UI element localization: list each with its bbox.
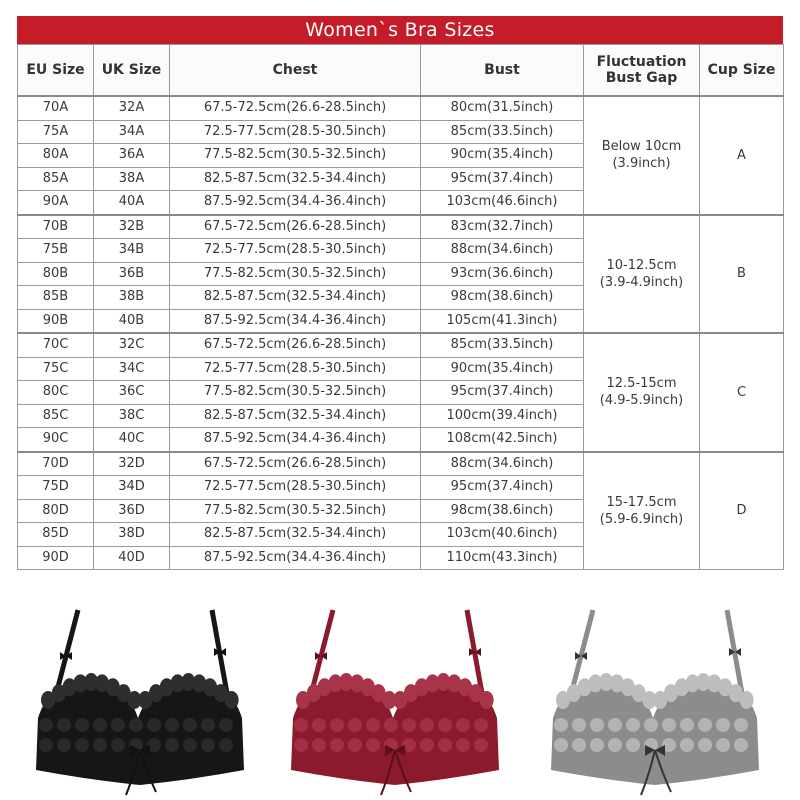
- lace-flower: [39, 718, 53, 732]
- cell-uk-size: 38A: [94, 167, 170, 191]
- lace-flower: [626, 738, 640, 752]
- cell-fluctuation-bust-gap: Below 10cm (3.9inch): [584, 96, 700, 215]
- cell-cup-size: C: [700, 333, 784, 452]
- cell-bust: 85cm(33.5inch): [421, 333, 584, 357]
- cell-chest: 67.5-72.5cm(26.6-28.5inch): [170, 452, 421, 476]
- lace-flower: [57, 718, 71, 732]
- table-body: [18, 96, 784, 570]
- cell-bust: 95cm(37.4inch): [421, 381, 584, 405]
- lace-flower: [93, 738, 107, 752]
- cell-eu-size: 85D: [18, 523, 94, 547]
- lace-flower: [366, 738, 380, 752]
- lace-flower: [348, 718, 362, 732]
- cell-eu-size: 80C: [18, 381, 94, 405]
- cell-eu-size: 70C: [18, 333, 94, 357]
- lace-flower: [330, 738, 344, 752]
- chart-title: Women`s Bra Sizes: [17, 16, 783, 44]
- cell-uk-size: 34A: [94, 120, 170, 144]
- lace-flower: [294, 738, 308, 752]
- cell-chest: 77.5-82.5cm(30.5-32.5inch): [170, 144, 421, 168]
- table-row: [18, 333, 784, 357]
- cell-uk-size: 34D: [94, 476, 170, 500]
- header-uk-size: UK Size: [94, 45, 170, 97]
- lace-flower: [219, 738, 233, 752]
- lace-flower: [590, 718, 604, 732]
- header-cup-size: Cup Size: [700, 45, 784, 97]
- table-row: [18, 452, 784, 476]
- lace-flower: [716, 718, 730, 732]
- cell-eu-size: 85C: [18, 404, 94, 428]
- lace-flower: [716, 738, 730, 752]
- lace-flower: [312, 738, 326, 752]
- cell-bust: 95cm(37.4inch): [421, 476, 584, 500]
- lace-flower: [590, 738, 604, 752]
- cell-eu-size: 75B: [18, 239, 94, 263]
- lace-flower: [183, 718, 197, 732]
- cell-bust: 103cm(46.6inch): [421, 191, 584, 215]
- table-row: [18, 96, 784, 120]
- lace-flower: [183, 738, 197, 752]
- cell-bust: 98cm(38.6inch): [421, 499, 584, 523]
- cell-chest: 77.5-82.5cm(30.5-32.5inch): [170, 499, 421, 523]
- cell-chest: 87.5-92.5cm(34.4-36.4inch): [170, 191, 421, 215]
- cell-bust: 103cm(40.6inch): [421, 523, 584, 547]
- cell-uk-size: 36B: [94, 262, 170, 286]
- cell-eu-size: 80D: [18, 499, 94, 523]
- lace-flower: [438, 738, 452, 752]
- cell-eu-size: 85A: [18, 167, 94, 191]
- cell-uk-size: 36C: [94, 381, 170, 405]
- lace-flower: [698, 718, 712, 732]
- cell-eu-size: 80A: [18, 144, 94, 168]
- cell-uk-size: 36D: [94, 499, 170, 523]
- cell-chest: 87.5-92.5cm(34.4-36.4inch): [170, 546, 421, 570]
- cell-bust: 105cm(41.3inch): [421, 309, 584, 333]
- cell-eu-size: 85B: [18, 286, 94, 310]
- cell-eu-size: 80B: [18, 262, 94, 286]
- cell-eu-size: 75C: [18, 357, 94, 381]
- lace-flower: [474, 738, 488, 752]
- bra-photo-gray: [545, 600, 765, 800]
- lace-flower: [474, 718, 488, 732]
- cell-eu-size: 75D: [18, 476, 94, 500]
- lace-flower: [554, 738, 568, 752]
- cell-uk-size: 38C: [94, 404, 170, 428]
- cell-bust: 90cm(35.4inch): [421, 357, 584, 381]
- cell-bust: 85cm(33.5inch): [421, 120, 584, 144]
- cell-eu-size: 75A: [18, 120, 94, 144]
- cell-eu-size: 90A: [18, 191, 94, 215]
- lace-petal: [740, 691, 754, 709]
- lace-flower: [698, 738, 712, 752]
- lace-flower: [201, 718, 215, 732]
- lace-flower: [662, 718, 676, 732]
- cell-uk-size: 32B: [94, 215, 170, 239]
- cell-chest: 87.5-92.5cm(34.4-36.4inch): [170, 309, 421, 333]
- size-table: [17, 44, 784, 570]
- lace-flower: [312, 718, 326, 732]
- cell-uk-size: 32C: [94, 333, 170, 357]
- lace-flower: [111, 718, 125, 732]
- cell-fluctuation-bust-gap: 12.5-15cm (4.9-5.9inch): [584, 333, 700, 452]
- cell-uk-size: 40B: [94, 309, 170, 333]
- cell-bust: 88cm(34.6inch): [421, 239, 584, 263]
- lace-flower: [644, 718, 658, 732]
- lace-flower: [384, 718, 398, 732]
- cell-eu-size: 70B: [18, 215, 94, 239]
- lace-flower: [75, 718, 89, 732]
- lace-flower: [75, 738, 89, 752]
- lace-flower: [39, 738, 53, 752]
- cell-chest: 87.5-92.5cm(34.4-36.4inch): [170, 428, 421, 452]
- lace-flower: [608, 718, 622, 732]
- lace-flower: [438, 718, 452, 732]
- cell-chest: 67.5-72.5cm(26.6-28.5inch): [170, 215, 421, 239]
- cell-bust: 88cm(34.6inch): [421, 452, 584, 476]
- lace-flower: [111, 738, 125, 752]
- lace-flower: [129, 718, 143, 732]
- cell-eu-size: 90B: [18, 309, 94, 333]
- lace-flower: [608, 738, 622, 752]
- cell-bust: 98cm(38.6inch): [421, 286, 584, 310]
- cell-chest: 72.5-77.5cm(28.5-30.5inch): [170, 239, 421, 263]
- cell-cup-size: D: [700, 452, 784, 570]
- lace-flower: [165, 718, 179, 732]
- bra-photo-black: [30, 600, 250, 800]
- lace-flower: [201, 738, 215, 752]
- cell-uk-size: 34C: [94, 357, 170, 381]
- cell-chest: 67.5-72.5cm(26.6-28.5inch): [170, 333, 421, 357]
- size-chart: [17, 16, 783, 570]
- cell-eu-size: 90D: [18, 546, 94, 570]
- cell-uk-size: 32A: [94, 96, 170, 120]
- cell-uk-size: 40D: [94, 546, 170, 570]
- cell-chest: 72.5-77.5cm(28.5-30.5inch): [170, 357, 421, 381]
- cell-fluctuation-bust-gap: 15-17.5cm (5.9-6.9inch): [584, 452, 700, 570]
- cell-chest: 77.5-82.5cm(30.5-32.5inch): [170, 262, 421, 286]
- cell-eu-size: 70D: [18, 452, 94, 476]
- lace-petal: [480, 691, 494, 709]
- cell-chest: 77.5-82.5cm(30.5-32.5inch): [170, 381, 421, 405]
- lace-flower: [348, 738, 362, 752]
- lace-flower: [402, 718, 416, 732]
- cell-uk-size: 40A: [94, 191, 170, 215]
- cell-uk-size: 38D: [94, 523, 170, 547]
- lace-flower: [330, 718, 344, 732]
- cell-chest: 72.5-77.5cm(28.5-30.5inch): [170, 476, 421, 500]
- cell-eu-size: 90C: [18, 428, 94, 452]
- cell-uk-size: 32D: [94, 452, 170, 476]
- bra-photo-wine-red: [285, 600, 505, 800]
- cell-uk-size: 36A: [94, 144, 170, 168]
- header-chest: Chest: [170, 45, 421, 97]
- lace-flower: [219, 718, 233, 732]
- cell-chest: 82.5-87.5cm(32.5-34.4inch): [170, 404, 421, 428]
- header-row: [18, 45, 784, 97]
- table-row: [18, 215, 784, 239]
- cell-fluctuation-bust-gap: 10-12.5cm (3.9-4.9inch): [584, 215, 700, 334]
- lace-flower: [680, 718, 694, 732]
- cell-bust: 110cm(43.3inch): [421, 546, 584, 570]
- lace-flower: [734, 738, 748, 752]
- lace-flower: [734, 718, 748, 732]
- cell-chest: 82.5-87.5cm(32.5-34.4inch): [170, 523, 421, 547]
- header-eu-size: EU Size: [18, 45, 94, 97]
- lace-flower: [147, 718, 161, 732]
- cell-bust: 108cm(42.5inch): [421, 428, 584, 452]
- lace-petal: [225, 691, 239, 709]
- lace-flower: [420, 738, 434, 752]
- cell-chest: 82.5-87.5cm(32.5-34.4inch): [170, 286, 421, 310]
- header-fluctuation-bust-gap: Fluctuation Bust Gap: [584, 45, 700, 97]
- header-bust: Bust: [421, 45, 584, 97]
- cell-cup-size: B: [700, 215, 784, 334]
- cell-chest: 67.5-72.5cm(26.6-28.5inch): [170, 96, 421, 120]
- cell-bust: 93cm(36.6inch): [421, 262, 584, 286]
- cell-bust: 100cm(39.4inch): [421, 404, 584, 428]
- lace-flower: [680, 738, 694, 752]
- cell-uk-size: 34B: [94, 239, 170, 263]
- lace-flower: [572, 738, 586, 752]
- cell-uk-size: 38B: [94, 286, 170, 310]
- lace-flower: [554, 718, 568, 732]
- product-photos: [0, 600, 800, 800]
- lace-flower: [165, 738, 179, 752]
- cell-bust: 80cm(31.5inch): [421, 96, 584, 120]
- cell-bust: 90cm(35.4inch): [421, 144, 584, 168]
- lace-flower: [294, 718, 308, 732]
- lace-flower: [57, 738, 71, 752]
- cell-eu-size: 70A: [18, 96, 94, 120]
- lace-flower: [572, 718, 586, 732]
- lace-flower: [456, 718, 470, 732]
- cell-bust: 95cm(37.4inch): [421, 167, 584, 191]
- lace-flower: [456, 738, 470, 752]
- lace-flower: [366, 718, 380, 732]
- lace-flower: [93, 718, 107, 732]
- cell-chest: 72.5-77.5cm(28.5-30.5inch): [170, 120, 421, 144]
- lace-flower: [626, 718, 640, 732]
- cell-chest: 82.5-87.5cm(32.5-34.4inch): [170, 167, 421, 191]
- cell-cup-size: A: [700, 96, 784, 215]
- lace-flower: [420, 718, 434, 732]
- cell-bust: 83cm(32.7inch): [421, 215, 584, 239]
- cell-uk-size: 40C: [94, 428, 170, 452]
